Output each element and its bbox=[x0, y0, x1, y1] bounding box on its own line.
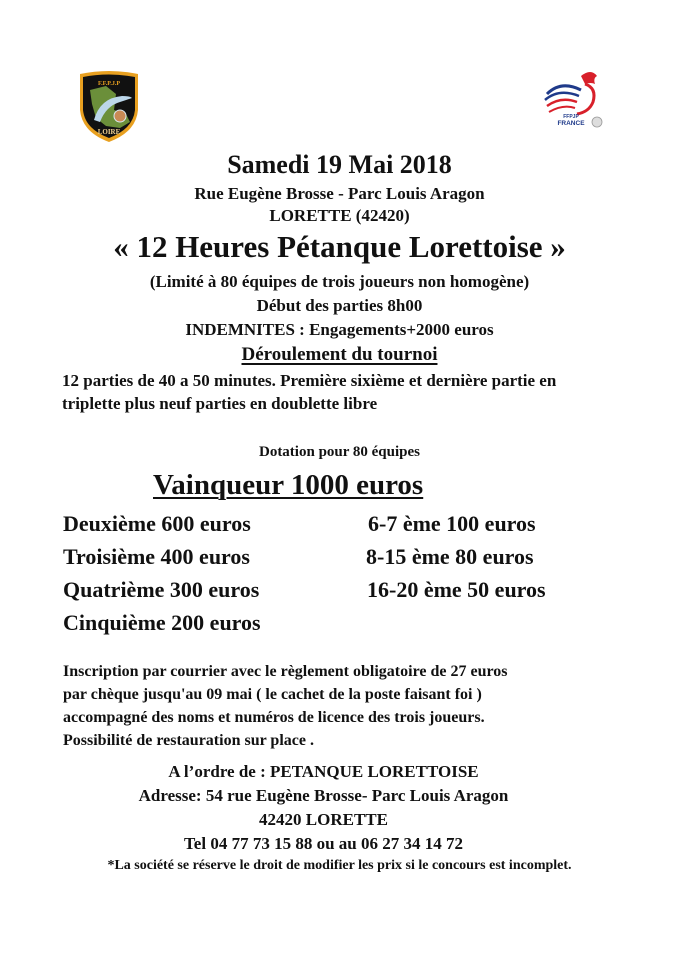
registration-line-2: par chèque jusqu'au 09 mai ( le cachet de la poste faisant foi ) bbox=[63, 686, 482, 703]
winner-prize: Vainqueur 1000 euros bbox=[153, 469, 424, 501]
disclaimer: *La société se réserve le droit de modifier les prix si le concours est incomplet. bbox=[107, 858, 572, 873]
dotation-label: Dotation pour 80 équipes bbox=[258, 444, 420, 460]
event-city: LORETTE (42420) bbox=[269, 206, 410, 225]
ffpjp-loire-logo bbox=[76, 70, 142, 144]
logo-right-bottom-text: FRANCE bbox=[557, 120, 585, 127]
event-date: Samedi 19 Mai 2018 bbox=[227, 150, 452, 179]
logo-left-top-text: F.F.P.J.P bbox=[97, 81, 121, 87]
event-street: Rue Eugène Brosse - Parc Louis Aragon bbox=[194, 184, 485, 203]
ffpjp-france-logo bbox=[541, 66, 613, 132]
tournament-line-1: 12 parties de 40 a 50 minutes. Première sixième et dernière partie en bbox=[62, 371, 557, 390]
contact-phone: Tel 04 77 73 15 88 ou au 06 27 34 14 72 bbox=[184, 834, 463, 853]
event-start: Début des parties 8h00 bbox=[256, 296, 423, 315]
prize-6-7: 6-7 ème 100 euros bbox=[368, 511, 536, 536]
event-title: « 12 Heures Pétanque Lorettoise » bbox=[113, 229, 566, 264]
event-indemnites: INDEMNITES : Engagements+2000 euros bbox=[185, 320, 494, 339]
contact-address: Adresse: 54 rue Eugène Brosse- Parc Louis Aragon bbox=[138, 786, 509, 805]
event-limit: (Limité à 80 équipes de trois joueurs non homogène) bbox=[149, 272, 530, 291]
prize-3rd: Troisième 400 euros bbox=[63, 544, 250, 569]
registration-line-3: accompagné des noms et numéros de licence des trois joueurs. bbox=[63, 709, 485, 726]
logo-left-bottom-text: LOIRE bbox=[97, 128, 121, 136]
logo-right-top-text: FFPJP bbox=[563, 114, 579, 120]
tournament-heading: Déroulement du tournoi bbox=[241, 344, 438, 365]
registration-line-4: Possibilité de restauration sur place . bbox=[63, 732, 314, 749]
prize-5th: Cinquième 200 euros bbox=[63, 610, 261, 635]
contact-city: 42420 LORETTE bbox=[259, 810, 388, 829]
prize-16-20: 16-20 ème 50 euros bbox=[367, 577, 546, 602]
contact-order: A l’ordre de : PETANQUE LORETTOISE bbox=[168, 762, 479, 781]
prize-2nd: Deuxième 600 euros bbox=[63, 511, 251, 536]
prize-8-15: 8-15 ème 80 euros bbox=[366, 544, 534, 569]
prize-4th: Quatrième 300 euros bbox=[63, 577, 260, 602]
tournament-line-2: triplette plus neuf parties en doublette libre bbox=[62, 394, 378, 413]
registration-line-1: Inscription par courrier avec le règlement obligatoire de 27 euros bbox=[63, 663, 508, 680]
